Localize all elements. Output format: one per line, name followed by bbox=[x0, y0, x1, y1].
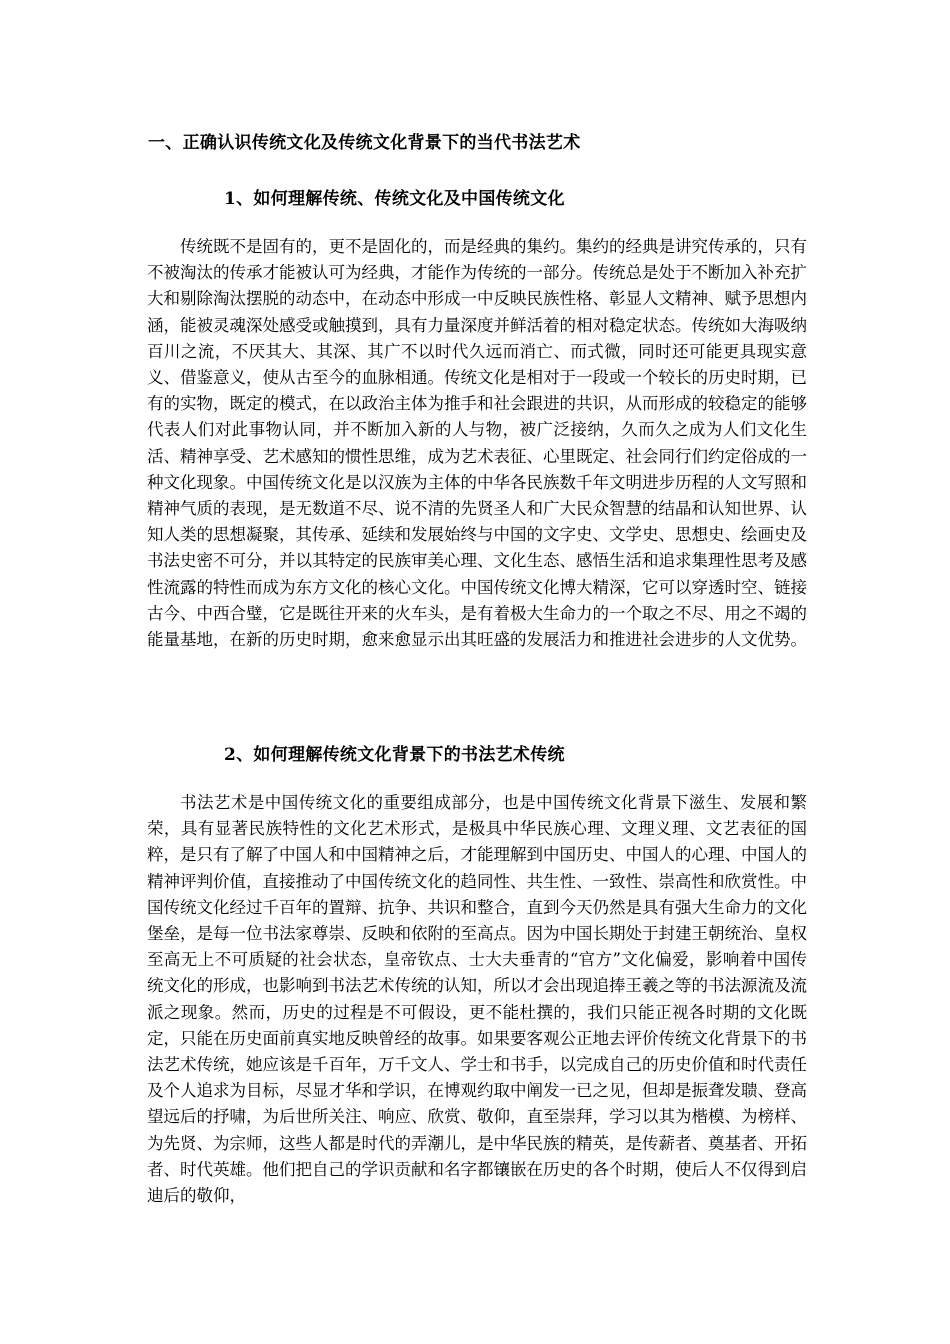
subsection-heading-2: 2、如何理解传统文化背景下的书法艺术传统 bbox=[224, 745, 565, 765]
subsection-heading-1: 1、如何理解传统、传统文化及中国传统文化 bbox=[224, 189, 565, 209]
body-paragraph-2: 书法艺术是中国传统文化的重要组成部分，也是中国传统文化背景下滋生、发展和繁荣，具有显著民族特性的文化艺术形式，是极具中华民族心理、文理义理、文艺表征的国粹，是只有了解了中国人和中国精神之后，才能理解到中国历史、中国人的心理、中国人的精神评判价值，直接推动了中国传统文化的趋同性、共生性、一致性、崇高性和欣赏性。中国传统文化经过千百年的置辩、抗争、共识和整合，直到今天仍然是具有强大生命力的文化堡垒，是每一位书法家尊崇、反映和依附的至高点。因为中国长期处于封建王朝统治、皇权至高无上不可质疑的社会状态，皇帝钦点、士大夫垂青的“官方”文化偏爱，影响着中国传统文化的形成，也影响到书法艺术传统的认知，所以才会出现追捧王羲之等的书法源流及流派之现象。然而，历史的过程是不可假设，更不能杜撰的，我们只能正视各时期的文化既定，只能在历史面前真实地反映曾经的故事。如果要客观公正地去评价传统文化背景下的书法艺术传统，她应该是千百年，万千文人、学士和书手，以完成自己的历史价值和时代责任及个人追求为目标，尽显才华和学识，在博观约取中阐发一已之见，但却是振聋发聩、登高望远后的抒啸，为后世所关注、响应、欣赏、敬仰，直至崇拜，学习以其为楷模、为榜样、为先贤、为宗师，这些人都是时代的弄潮儿，是中华民族的精英，是传薪者、奠基者、开拓者、时代英雄。他们把自己的学识贡献和名字都镶嵌在历史的各个时期，使后人不仅得到启迪后的敬仰， bbox=[147, 793, 807, 1206]
section-heading: 一、正确认识传统文化及传统文化背景下的当代书法艺术 bbox=[148, 133, 581, 153]
body-paragraph-1: 传统既不是固有的，更不是固化的，而是经典的集约。集约的经典是讲究传承的，只有不被淘汰的传承才能被认可为经典，才能作为传统的一部分。传统总是处于不断加入补充扩大和剔除淘汰摆脱的动态中，在动态中形成一中反映民族性格、彰显人文精神、赋予思想内涵，能被灵魂深处感受或触摸到，具有力量深度并鲜活着的相对稳定状态。传统如大海吸纳百川之流，不厌其大、其深、其广不以时代久远而消亡、而式微，同时还可能更具现实意义、借鉴意义，使从古至今的血脉相通。传统文化是相对于一段或一个较长的历史时期，已有的实物，既定的模式，在以政治主体为推手和社会跟进的共识，从而形成的较稳定的能够代表人们对此事物认同，并不断加入新的人与物，被广泛接纳，久而久之成为人们文化生活、精神享受、艺术感知的惯性思维，成为艺术表征、心里既定、社会同行们约定俗成的一种文化现象。中国传统文化是以汉族为主体的中华各民族数千年文明进步历程的人文写照和精神气质的表现，是无数道不尽、说不清的先贤圣人和广大民众智慧的结晶和认知世界、认知人类的思想凝聚，其传承、延续和发展始终与中国的文字史、文学史、思想史、绘画史及书法史密不可分，并以其特定的民族审美心理、文化生态、感悟生活和追求集理性思考及感性流露的特性而成为东方文化的核心文化。中国传统文化博大精深，它可以穿透时空、链接古今、中西合璧，它是既往开来的火车头，是有着极大生命力的一个取之不尽、用之不竭的能量基地，在新的历史时期，愈来愈显示出其旺盛的发展活力和推进社会进步的人文优势。 bbox=[147, 237, 807, 650]
